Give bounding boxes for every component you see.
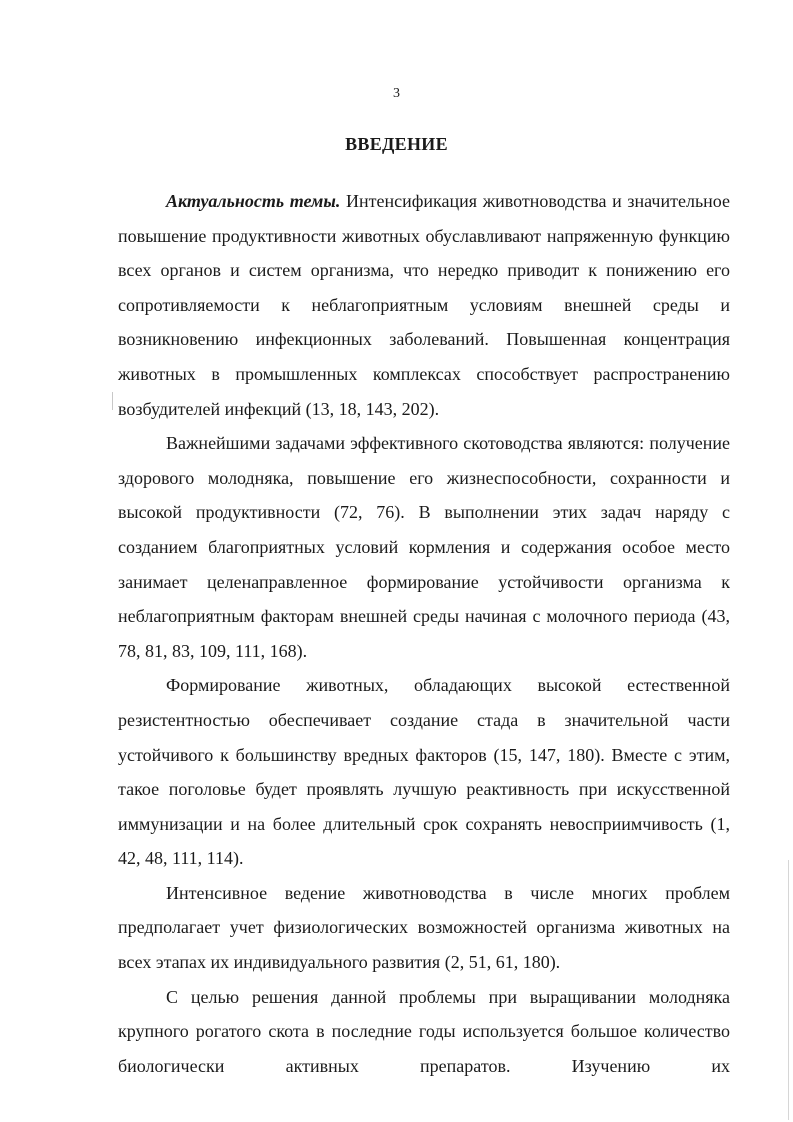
paragraph-text: Интенсификация животноводства и значительное повышение продуктивности животных обуславливают напряженную функцию всех органов и систем организма, что нередко приводит к понижению его сопротивляемости к неблагоприятным условиям внешней среды и возникновению инфекционных заболеваний. Повышенная концентрация животных в промышленных комплексах способствует распространению возбудителей инфекций (13, 18, 143, 202).	[118, 191, 731, 419]
scan-margin-mark	[112, 392, 113, 410]
paragraph-tasks	[118, 426, 730, 668]
paragraph-text: Важнейшими задачами эффективного скотоводства являются: получение здорового молодняка, повышение его жизнеспособности, сохранности и высокой продуктивности (72, 76). В выполнении этих задач наряду с созданием благоприятных условий кормления и содержания особое место занимает целенаправленное формирование устойчивости организма к неблагоприятным факторам внешней среды начиная с молочного периода (43, 78, 81, 83, 109, 111, 168).	[118, 433, 730, 661]
scan-edge-line	[788, 860, 789, 1120]
page-number: 3	[393, 86, 400, 101]
paragraph-resistance	[118, 668, 730, 876]
paragraph-text: С целью решения данной проблемы при выращивании молодняка крупного рогатого скота в последние годы используется большое количество биологически активных препаратов. Изучению их	[118, 986, 730, 1076]
paragraph-text: Интенсивное ведение животноводства в числе многих проблем предполагает учет физиологических возможностей организма животных на всех этапах их индивидуального развития (2, 51, 61, 180).	[118, 882, 730, 973]
page-title: ВВЕДЕНИЕ	[345, 134, 448, 154]
paragraph-lead-heading: Актуальность темы.	[166, 191, 341, 211]
paragraph-preparations	[118, 980, 730, 1084]
paragraph-relevance	[118, 184, 730, 426]
document-body	[118, 184, 730, 1083]
paragraph-intensive	[118, 876, 730, 980]
paragraph-text: Формирование животных, обладающих высокой естественной резистентностью обеспечивает создание стада в значительной части устойчивого к большинству вредных факторов (15, 147, 180). Вместе с этим, такое поголовье будет проявлять лучшую реактивность при искусственной иммунизации и на более длительный срок сохранять невосприимчивость (1, 42, 48, 111, 114).	[118, 675, 730, 869]
